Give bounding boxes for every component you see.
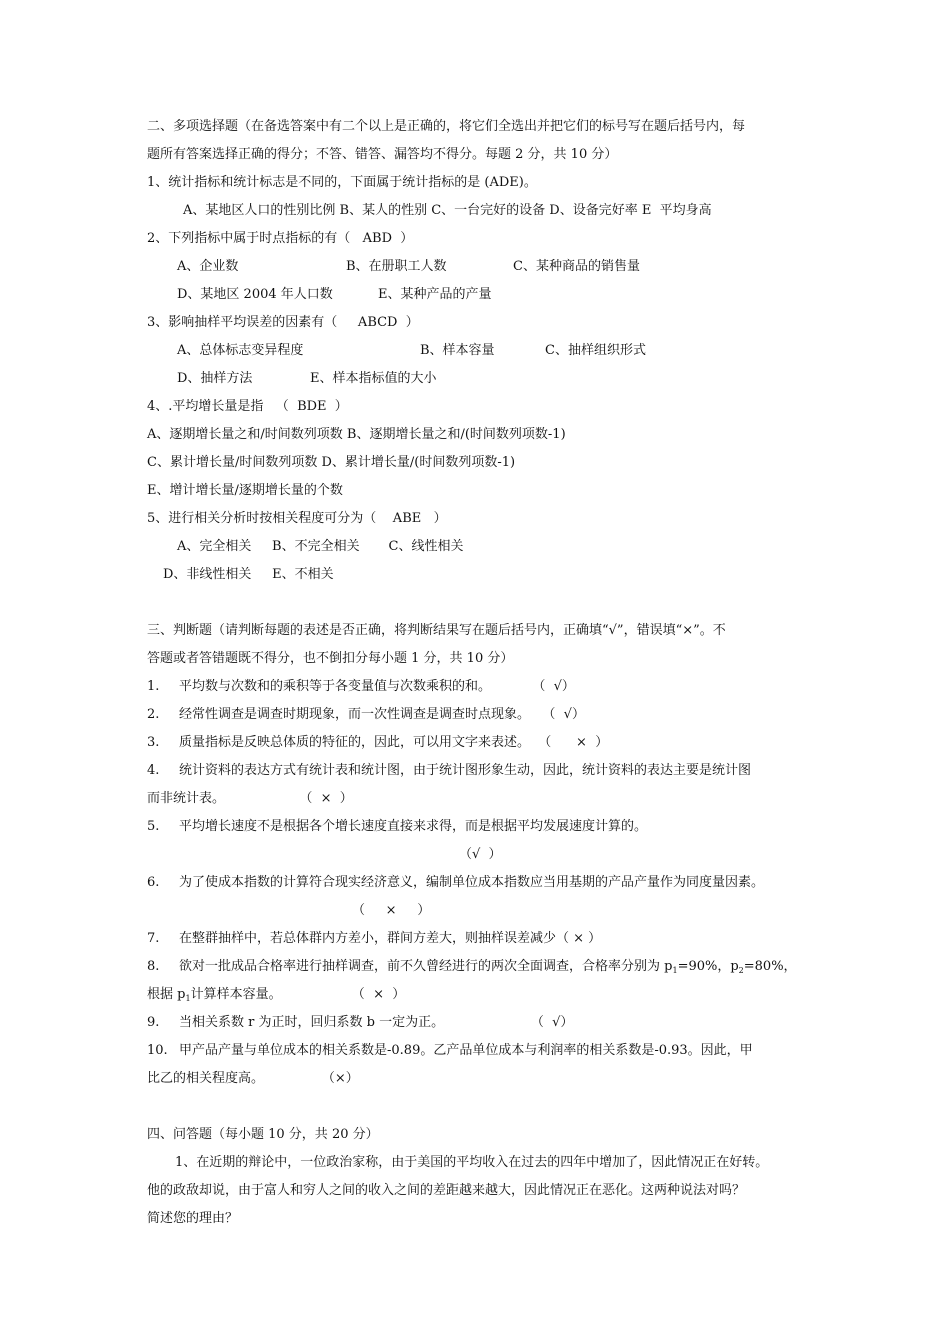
option-2-2-d: D、某地区 2004 年人口数 — [177, 287, 333, 302]
section4-heading: 四、问答题（每小题 10 分，共 20 分） — [147, 1127, 379, 1142]
question-2-1: 1、统计指标和统计标志是不同的，下面属于统计指标的是 (ADE)。 — [147, 175, 537, 190]
judgment-8-text-d: 根据 p — [147, 987, 186, 1002]
option-2-2-c: C、某种商品的销售量 — [513, 259, 640, 274]
option-2-3-a: A、总体标志变异程度 — [177, 343, 304, 358]
judgment-1-number: 1. — [147, 679, 160, 694]
judgment-8-text-b: =90%，p — [677, 959, 739, 974]
judgment-7: 在整群抽样中，若总体群内方差小，群间方差大，则抽样误差减少（ × ） — [179, 931, 602, 946]
judgment-5-number: 5. — [147, 819, 160, 834]
essay-question-1-line3: 简述您的理由？ — [147, 1211, 239, 1226]
judgment-6-answer: （ × ） — [352, 903, 431, 918]
judgment-10-number: 10. — [147, 1043, 168, 1058]
option-2-2-a: A、企业数 — [177, 259, 239, 274]
judgment-8-line1 — [179, 958, 797, 976]
judgment-8-text-a: 欲对一批成品合格率进行抽样调查，前不久曾经进行的两次全面调查，合格率分别为 p — [179, 959, 673, 974]
essay-question-1-line2: 他的政敌却说，由于富人和穷人之间的收入之间的差距越来越大，因此情况正在恶化。这两种说法对吗？ — [147, 1183, 746, 1198]
judgment-4-line1: 统计资料的表达方式有统计表和统计图，由于统计图形象生动，因此，统计资料的表达主要是统计图 — [179, 763, 752, 778]
section3-heading-line2: 答题或者答错题既不得分，也不倒扣分每小题 1 分，共 10 分） — [147, 651, 514, 666]
judgment-8-line2 — [147, 986, 405, 1004]
judgment-3: 质量指标是反映总体质的特征的，因此，可以用文字来表述。 （ × ） — [179, 735, 609, 750]
option-2-2-b: B、在册职工人数 — [346, 259, 447, 274]
p-subscript-3: 1 — [185, 994, 191, 1003]
option-2-4-line2: C、累计增长量/时间数列项数 D、累计增长量/(时间数列项数-1) — [147, 455, 516, 470]
p-subscript-2: 2 — [738, 966, 744, 975]
option-2-4-line1: A、逐期增长量之和/时间数列项数 B、逐期增长量之和/(时间数列项数-1) — [147, 427, 566, 442]
option-2-5-line2: D、非线性相关 E、不相关 — [163, 567, 334, 582]
judgment-6-number: 6. — [147, 875, 160, 890]
judgment-10-line2: 比乙的相关程度高。 （×） — [147, 1071, 359, 1086]
p-subscript-1: 1 — [672, 966, 678, 975]
judgment-8-number: 8. — [147, 959, 160, 974]
question-2-4: 4、.平均增长量是指 （ BDE ） — [147, 399, 348, 414]
section2-heading-line2: 题所有答案选择正确的得分；不答、错答、漏答均不得分。每题 2 分，共 10 分） — [147, 147, 618, 162]
option-2-4-line3: E、增计增长量/逐期增长量的个数 — [147, 483, 343, 498]
judgment-6-line1: 为了使成本指数的计算符合现实经济意义，编制单位成本指数应当用基期的产品产量作为同度量因素。 — [179, 875, 765, 890]
option-2-2-e: E、某种产品的产量 — [378, 287, 492, 302]
section2-heading-line1: 二、多项选择题（在备选答案中有二个以上是正确的，将它们全选出并把它们的标号写在题后括号内，每 — [147, 119, 746, 134]
judgment-9: 当相关系数 r 为正时，回归系数 b 一定为正。 （ √） — [179, 1015, 574, 1030]
question-2-3: 3、影响抽样平均误差的因素有（ ABCD ） — [147, 315, 419, 330]
judgment-5-line1: 平均增长速度不是根据各个增长速度直接来求得，而是根据平均发展速度计算的。 — [179, 819, 648, 834]
judgment-2-number: 2. — [147, 707, 160, 722]
judgment-1: 平均数与次数和的乘积等于各变量值与次数乘积的和。 （ √） — [179, 679, 575, 694]
judgment-5-answer: （√ ） — [459, 847, 502, 862]
option-2-5-line1: A、完全相关 B、不完全相关 C、线性相关 — [177, 539, 464, 554]
essay-question-1-line1: 1、在近期的辩论中，一位政治家称，由于美国的平均收入在过去的四年中增加了，因此情况正在好转。 — [175, 1155, 769, 1170]
section3-heading-line1: 三、判断题（请判断每题的表述是否正确，将判断结果写在题后括号内，正确填“√”，错误填“×”。不 — [147, 623, 726, 638]
judgment-2: 经常性调查是调查时期现象，而一次性调查是调查时点现象。 （ √） — [179, 707, 585, 722]
judgment-3-number: 3. — [147, 735, 160, 750]
judgment-4-number: 4. — [147, 763, 160, 778]
judgment-4-line2: 而非统计表。 （ × ） — [147, 791, 353, 806]
option-2-3-b: B、样本容量 — [420, 343, 495, 358]
judgment-9-number: 9. — [147, 1015, 160, 1030]
question-2-2: 2、下列指标中属于时点指标的有（ ABD ） — [147, 231, 414, 246]
option-2-3-d: D、抽样方法 — [177, 371, 253, 386]
judgment-10-line1: 甲产品产量与单位成本的相关系数是-0.89。乙产品单位成本与利润率的相关系数是-0.93。因此，甲 — [179, 1043, 753, 1058]
option-2-3-e: E、样本指标值的大小 — [310, 371, 437, 386]
judgment-7-number: 7. — [147, 931, 160, 946]
judgment-8-text-c: =80%， — [743, 959, 797, 974]
question-2-5: 5、进行相关分析时按相关程度可分为（ ABE ） — [147, 511, 447, 526]
option-2-3-c: C、抽样组织形式 — [545, 343, 646, 358]
question-2-1-options: A、某地区人口的性别比例 B、某人的性别 C、一台完好的设备 D、设备完好率 E 平均身高 — [183, 203, 712, 218]
judgment-8-text-e: 计算样本容量。 （ × ） — [190, 987, 406, 1002]
